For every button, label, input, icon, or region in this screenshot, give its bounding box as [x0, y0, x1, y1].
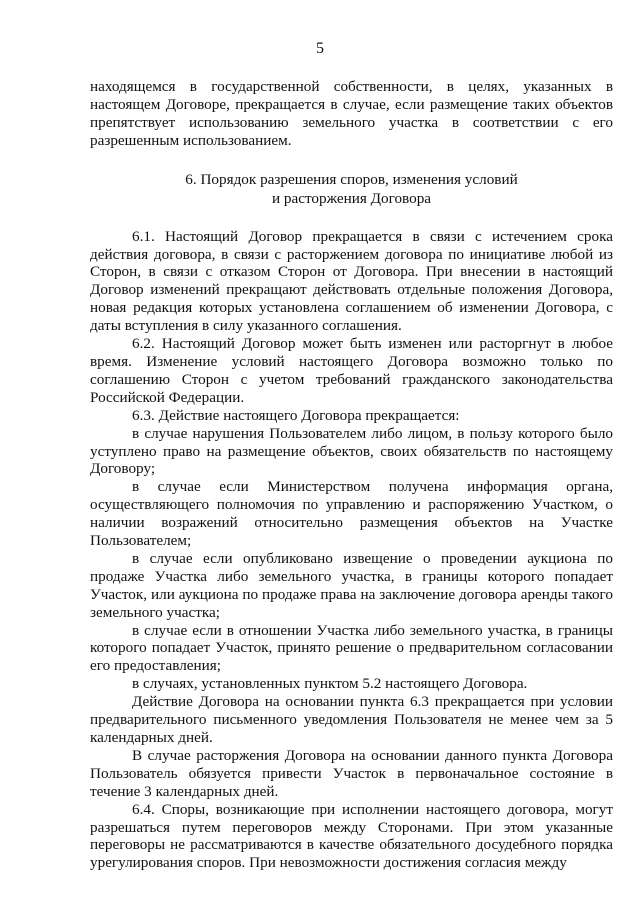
list-item: в случае если в отношении Участка либо земельного участка, в границы которого попадает Участок, принято решение о предварительном согласовании его предоставления;	[90, 621, 613, 675]
list-item: в случаях, установленных пунктом 5.2 настоящего Договора.	[132, 675, 528, 693]
section-title-line-1: 6. Порядок разрешения споров, изменения условий	[185, 170, 518, 188]
clause-6-2: 6.2. Настоящий Договор может быть изменен или расторгнут в любое время. Изменение условий настоящего Договора возможно только по соглашению Сторон с учетом требований гражданского законодательства Российской Федерации.	[90, 335, 613, 406]
section-title-line-2: и расторжения Договора	[271, 189, 432, 207]
termination-paragraph: В случае расторжения Договора на основании данного пункта Договора Пользователь обязуется привести Участок в первоначальное состояние в течение 3 календарных дней.	[90, 746, 613, 800]
clause-6-3: 6.3. Действие настоящего Договора прекращается:	[132, 406, 460, 424]
list-item: в случае если Министерством получена информация органа, осуществляющего полномочия по управлению и распоряжению Участком, о наличии возражений относительно размещения объектов на Участке Пользователем;	[90, 478, 613, 550]
notice-paragraph: Действие Договора на основании пункта 6.3 прекращается при условии предварительного письменного уведомления Пользователя не менее чем за 5 календарных дней.	[90, 693, 613, 746]
list-item: в случае нарушения Пользователем либо лицом, в пользу которого было уступлено право на размещение объектов, своих обязательств по настоящему Договору;	[90, 424, 613, 478]
clause-6-1: 6.1. Настоящий Договор прекращается в связи с истечением срока действия договора, в связи с расторжением договора по инициативе любой из Сторон, в связи с отказом Сторон от Договора. При внесении в настоящий Договор изменений прекращают действовать отдельные положения Договора, новая редакция которых установлена соглашением об изменении Договора, с даты вступления в силу указанного соглашения.	[90, 227, 613, 335]
intro-paragraph: находящемся в государственной собственности, в целях, указанных в настоящем Договоре, прекращается в случае, если размещение таких объектов препятствует использованию земельного участка в соответствии с его разрешенным использованием.	[90, 78, 613, 149]
page-number: 5	[316, 40, 324, 57]
section-heading	[90, 170, 613, 208]
document-body	[90, 78, 613, 872]
clause-6-4: 6.4. Споры, возникающие при исполнении настоящего договора, могут разрешаться путем переговоров между Сторонами. При этом указанные переговоры не рассматриваются в качестве обязательного досудебного порядка урегулирования споров. При невозможности достижения согласия между	[90, 800, 613, 872]
list-item: в случае если опубликовано извещение о проведении аукциона по продаже Участка либо земельного участка, в границы которого попадает Участок, или аукциона по продаже права на заключение договора аренды такого земельного участка;	[90, 549, 613, 621]
